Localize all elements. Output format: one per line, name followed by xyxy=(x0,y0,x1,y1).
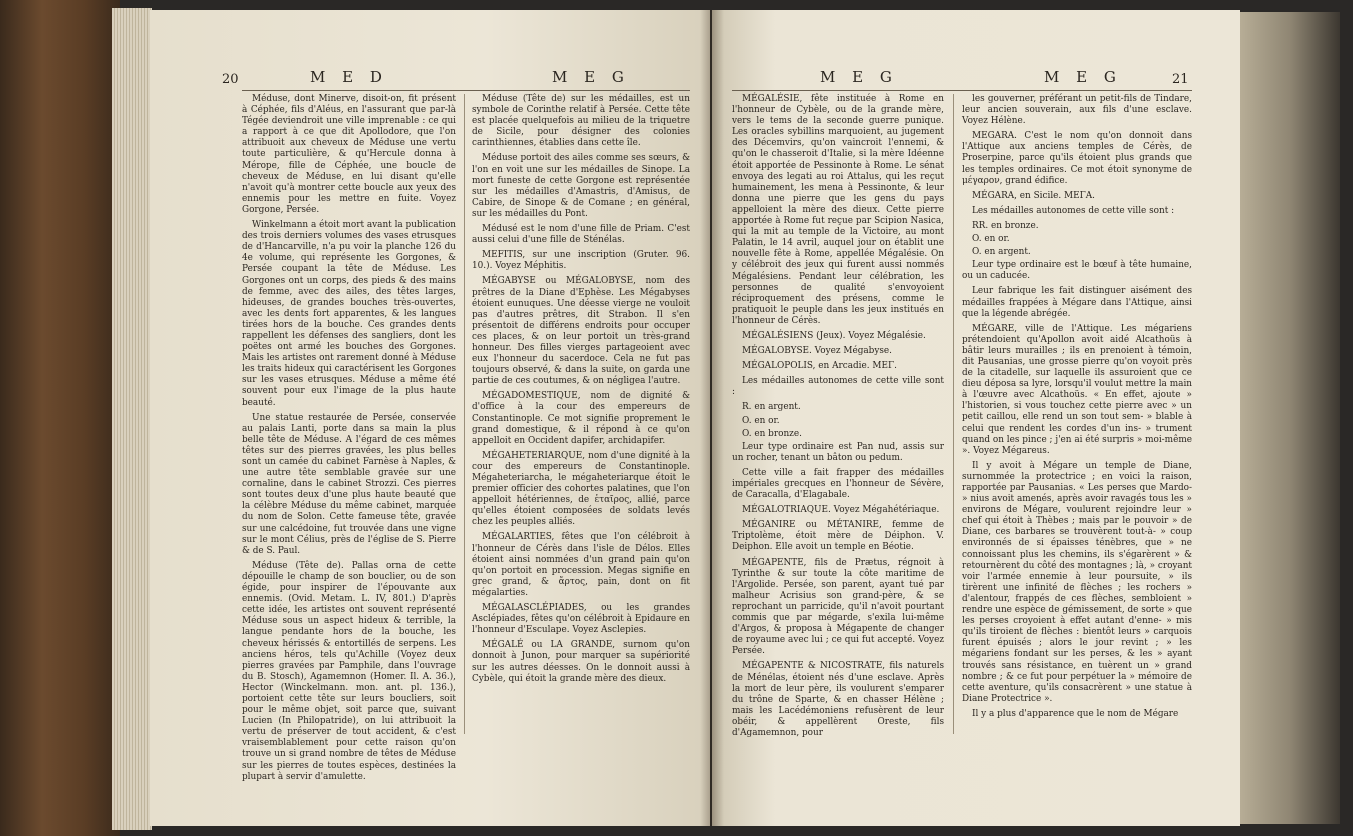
paragraph: Leur type ordinaire est le bœuf à tête humaine, ou un caducée. xyxy=(962,260,1192,282)
paragraph: les gouverner, préférant un petit-fils de Tindare, leur ancien souverain, aux fils d'une esclave. Voyez Hélène. xyxy=(962,94,1192,127)
header-rule xyxy=(242,90,690,91)
paragraph: MÉGAPENTE, fils de Prætus, régnoit à Tyrinthe & sur toute la côte maritime de l'Argolide. Persée, son parent, ayant tué par malheur Acrisius son grand-père, & se reprochant un parricide, qu'il n'avoit pourtant commis que par mégarde, s'exila lui-même d'Argos, & proposa à Mégapente de changer de royaume avec lui ; ce qui fut accepté. Voyez Persée. xyxy=(732,557,944,657)
book-gutter xyxy=(700,10,724,826)
paragraph: MÉGALARTIES, fêtes que l'on célébroit à l'honneur de Cérès dans l'isle de Délos. Elles étoient ainsi nommées d'un grand pain qu'on qu'on portoit en procession. Megas signifie en grec grand, & ἄρτος, pain, dont on fit mégalarties. xyxy=(472,532,690,598)
paragraph: Méduse (Tête de) sur les médailles, est un symbole de Corinthe relatif à Persée. Cette tête est placée quelquefois au milieu de la triquetre de Sicile, pour désigner des colonies carinthiennes, établies dans cette île. xyxy=(472,94,690,149)
paragraph: MÉGALOTRIAQUE. Voyez Mégahétériaque. xyxy=(742,505,940,516)
paragraph: MÉGALÉSIENS (Jeux). Voyez Mégalésie. xyxy=(742,330,926,341)
paragraph: MÉGARE, ville de l'Attique. Les mégariens prétendoient qu'Apollon avoit aidé Alcathoüs à bâtir leurs murailles ; ils en prenoient à témoin, dit Pausanias, une grosse pierre qu'on voyoit près de la citadelle, sur laquelle ils assuroient que ce dieu déposa sa lyre, lorsqu'il voulut mettre la main à l'œuvre avec Alcathoüs. « En effet, ajoute » l'historien, si vous touchez cette pierre avec » un petit caillou, elle rend un son tout sem- » blable à celui que rendent les cordes d'un ins- » trument quand on les pince ; j'en ai été surpris » moi-même ». Voyez Mégareus. xyxy=(962,323,1193,456)
column-divider xyxy=(464,94,465,734)
page-number: 21 xyxy=(1172,72,1189,87)
paragraph: Les médailles autonomes de cette ville sont : xyxy=(732,376,944,398)
paragraph: Les médailles autonomes de cette ville sont : xyxy=(972,205,1175,216)
paragraph: MÉGAPENTE & NICOSTRATE, fils naturels de Ménélas, étoient nés d'une esclave. Après la mort de leur père, ils voulurent s'emparer du trône de Sparte, & en chasser Hélène ; mais les Lacédémoniens refusèrent de leur obéir, & appellèrent Oreste, fils d'Agamemnon, pour xyxy=(732,661,944,738)
list-item: O. en argent. xyxy=(972,247,1031,258)
paragraph: Winkelmann a étoit mort avant la publication des trois derniers volumes des vases etrusques de d'Hancarville, n'a pu voir la planche 126 du 4e volume, qui représente les Gorgones, & Persée coupant la tête de Méduse. Les Gorgones ont un corps, des pieds & des mains de femme, avec des ailes, des têtes larges, hideuses, de grandes bouches très-ouvertes, avec les dents fort apparentes, & les langues tirées hors de la bouche. Ces grandes dents rappellent les défenses des sangliers, dont les poëtes ont armé les bouches des Gorgones. Mais les artistes ont rarement donné à Méduse les traits hideux qui caractérisent les Gorgones sur les vases etrusques. Méduse a même été souvent pour eux l'image de la plus haute beauté. xyxy=(242,220,456,408)
paragraph: MEGARA. C'est le nom qu'on donnoit dans l'Attique aux anciens temples de Cérès, de Proserpine, parce qu'ils étoient plus grands que les temples ordinaires. Ce mot étoit synonyme de μέγαρον, grand édifice. xyxy=(962,131,1192,186)
paragraph: MÉGADOMESTIQUE, nom de dignité & d'office à la cour des empereurs de Constantinople. Ce mot signifie proprement le grand domestique, & il répond à ce qu'on appelloit en Occident dapifer, archidapifer. xyxy=(472,391,690,446)
running-head-right: M E G xyxy=(1044,68,1122,86)
paragraph: Médusé est le nom d'une fille de Priam. C'est aussi celui d'une fille de Sténélas. xyxy=(472,224,690,246)
paragraph: MÉGABYSE ou MÉGALOBYSE, nom des prêtres de la Diane d'Ephèse. Les Mégabyses étoient eunuques. Une déesse vierge ne vouloit pas d'autres prêtres, dit Strabon. Il s'en présentoit de différens endroits pour occuper ces places, & on leur portoit un très-grand honneur. Des filles vierges partageoient avec eux l'honneur du sacerdoce. Cela ne fut pas toujours observé, & dans la suite, on garda une partie de ces coutumes, & on négligea l'autre. xyxy=(472,276,690,387)
paragraph: Leur type ordinaire est Pan nud, assis sur un rocher, tenant un bâton ou pedum. xyxy=(732,441,944,463)
text-column-2 xyxy=(472,94,690,689)
paragraph: MEFITIS, sur une inscription (Gruter. 96. 10.). Voyez Méphitis. xyxy=(472,250,690,272)
running-head-left: M E G xyxy=(820,68,898,86)
paragraph: MÉGALÉSIE, fête instituée à Rome en l'honneur de Cybèle, ou de la grande mère, vers le tems de la seconde guerre punique. Les oracles sybillins marquoient, au jugement des Décemvirs, qu'on vaincroit l'ennemi, & qu'on le chasseroit d'Italie, si la mère Idéenne étoit apportée de Pessinonte à Rome. Le sénat envoya des legati au roi Attalus, qui les reçut humainement, les mena à Pessinonte, & leur donna une pierre que les gens du pays appelloient la mère des dieux. Cette pierre apportée à Rome fut reçue par Scipion Nasica, qui la mit au temple de la Victoire, au mont Palatin, le 14 avril, auquel jour on établit une nouvelle fête à Rome, appellée Mégalésie. On y célébroit des jeux qui furent aussi nommés Mégalésiens. Pendant leur célébration, les personnes de qualité s'envoyoient réciproquement des présens, comme le pratiquoit le peuple dans les jeux institués en l'honneur de Cérès. xyxy=(732,94,944,326)
paragraph: Méduse, dont Minerve, disoit-on, fit présent à Céphée, fils d'Aléus, en l'assurant que par-là Tégée deviendroit une ville imprenable : ce qui a rapport à ce que dit Apollodore, que l'on attribuoit aux cheveux de Méduse une vertu toute particulière, & qu'Hercule donna à Mérope, fille de Céphée, une boucle de cheveux de Méduse, en lui disant qu'elle n'avoit qu'à montrer cette boucle aux yeux des ennemis pour les mettre en fuite. Voyez Gorgone, Persée. xyxy=(242,94,456,215)
paragraph: Cette ville a fait frapper des médailles impériales grecques en l'honneur de Sévère, de Caracalla, d'Elagabale. xyxy=(732,467,944,501)
paragraph: MÉGALOBYSE. Voyez Mégabyse. xyxy=(742,346,892,357)
running-head-left: M E D xyxy=(310,68,388,86)
paragraph: MÉGARA, en Sicile. ΜΕΓΑ. xyxy=(972,190,1096,201)
text-column-1 xyxy=(732,94,944,743)
paragraph: Il y a plus d'apparence que le nom de Mégare xyxy=(972,708,1179,719)
list-item: O. en bronze. xyxy=(742,428,802,439)
page-edges-right xyxy=(1240,12,1340,824)
list-item: O. en or. xyxy=(972,234,1010,245)
paragraph: MÉGALOPOLIS, en Arcadie. ΜΕΓ. xyxy=(742,361,897,372)
header-rule xyxy=(732,90,1192,91)
page-edges-left xyxy=(112,8,152,830)
right-page xyxy=(712,10,1240,826)
list-item: O. en or. xyxy=(742,415,780,426)
paragraph: Leur fabrique les fait distinguer aisément des médailles frappées à Mégare dans l'Attique, ainsi que la légende abrégée. xyxy=(962,286,1192,319)
paragraph: Méduse (Tête de). Pallas orna de cette dépouille le champ de son bouclier, ou de son égide, pour inspirer de l'épouvante aux ennemis. (Ovid. Metam. L. IV, 801.) D'après cette idée, les artistes ont souvent représenté Méduse sous un aspect hideux & terrible, la langue pendante hors de la bouche, les cheveux hérissés & entortillés de serpens. Les anciens héros, tels qu'Achille (Voyez deux pierres gravées par Pamphile, dans l'ouvrage du B. Stosch), Agamemnon (Homer. Il. A. 36.), Hector (Winckelmann. mon. ant. pl. 136.), portoient cette tête sur leurs boucliers, soit pour le même objet, soit parce que, suivant Lucien (In Philopatride), on lui attribuoit la vertu de préserver de tout accident, & c'est vraisemblablement pour cette raison qu'on trouve un si grand nombre de têtes de Méduse sur les pierres de toutes espèces, destinées la plupart à servir d'amulette. xyxy=(242,560,456,782)
paragraph: Méduse portoit des ailes comme ses sœurs, & l'on en voit une sur les médailles de Sinope. La mort funeste de cette Gorgone est représentée sur les médailles d'Amastris, d'Amisus, de Cabire, de Sinope & de Comane ; en général, sur les médailles du Pont. xyxy=(472,153,690,219)
paragraph: Il y avoit à Mégare un temple de Diane, surnommée la protectrice ; en voici la raison, rapportée par Pausanias. « Les perses que Mardo- » nius avoit amenés, après avoir ravagés tous les » environs de Mégare, voulurent rejoindre leur » chef qui étoit à Thèbes ; mais par le pouvoir » de Diane, ces barbares se trouvèrent tout-à- » coup environnés de si épaisses ténèbres, que » ne connoissant plus les chemins, ils s'égarèrent » & retournèrent du côté des montagnes ; là, » croyant voir l'armée ennemie à leur poursuite, » ils tirèrent une infinité de flèches ; les rochers » d'alentour, frappés de ces flèches, sembloient » rendre une espèce de gémissement, de sorte » que les perses croyoient à effet autant d'enne- » mis qu'ils tiroient de flèches : bientôt leurs » carquois furent épuisés ; alors le jour revint ; » les mégariens fondant sur les perses, & les » ayant trouvés sans résistance, en tuèrent un » grand nombre ; & ce fut pour perpétuer la » mémoire de cette aventure, qu'ils consacrèrent » une statue à Diane Protectrice ». xyxy=(962,460,1192,704)
book-cover-edge xyxy=(0,0,120,836)
paragraph: MÉGALÉ ou LA GRANDE, surnom qu'on donnoit à Junon, pour marquer sa supériorité sur les autres déesses. On le donnoit aussi à Cybèle, qui étoit la grande mère des dieux. xyxy=(472,640,690,684)
text-column-1 xyxy=(242,94,456,787)
column-divider xyxy=(953,94,954,734)
text-column-2 xyxy=(962,94,1192,724)
running-head-right: M E G xyxy=(552,68,630,86)
paragraph: MÉGANIRE ou MÉTANIRE, femme de Triptolème, étoit mère de Déiphon. V. Deiphon. Elle avoit un temple en Béotie. xyxy=(732,520,944,553)
page-number: 20 xyxy=(222,72,239,87)
paragraph: MÉGALASCLÉPIADES, ou les grandes Asclépiades, fêtes qu'on célébroit à Epidaure en l'honneur d'Esculape. Voyez Asclepies. xyxy=(472,603,690,636)
list-item: RR. en bronze. xyxy=(972,220,1039,231)
paragraph: MÉGAHETERIARQUE, nom d'une dignité à la cour des empereurs de Constantinople. Mégaheteriarcha, le mégaheteriarque étoit le premier officier des cohortes palatines, que l'on appelloit hétériennes, de ἑταῖρος, allié, parce qu'elles étoient composées de soldats levés chez les peuples alliés. xyxy=(472,450,690,528)
left-page xyxy=(150,10,710,826)
paragraph: Une statue restaurée de Persée, conservée au palais Lanti, porte dans sa main la plus belle tête de Méduse. A l'égard de ces mêmes têtes sur des pierres gravées, les plus belles sont un camée du cabinet Farnèse à Naples, & une autre tête semblable gravée sur une cornaline, dans le cabinet Strozzi. Ces pierres sont toutes deux d'une plus haute beauté que la célèbre Méduse du même cabinet, marquée du nom de Solon. Cette fameuse tête, gravée sur une calcédoine, fut trouvée dans une vigne sur le mont Célius, près de l'église de S. Pierre & de S. Paul. xyxy=(242,412,456,556)
list-item: R. en argent. xyxy=(742,402,801,413)
